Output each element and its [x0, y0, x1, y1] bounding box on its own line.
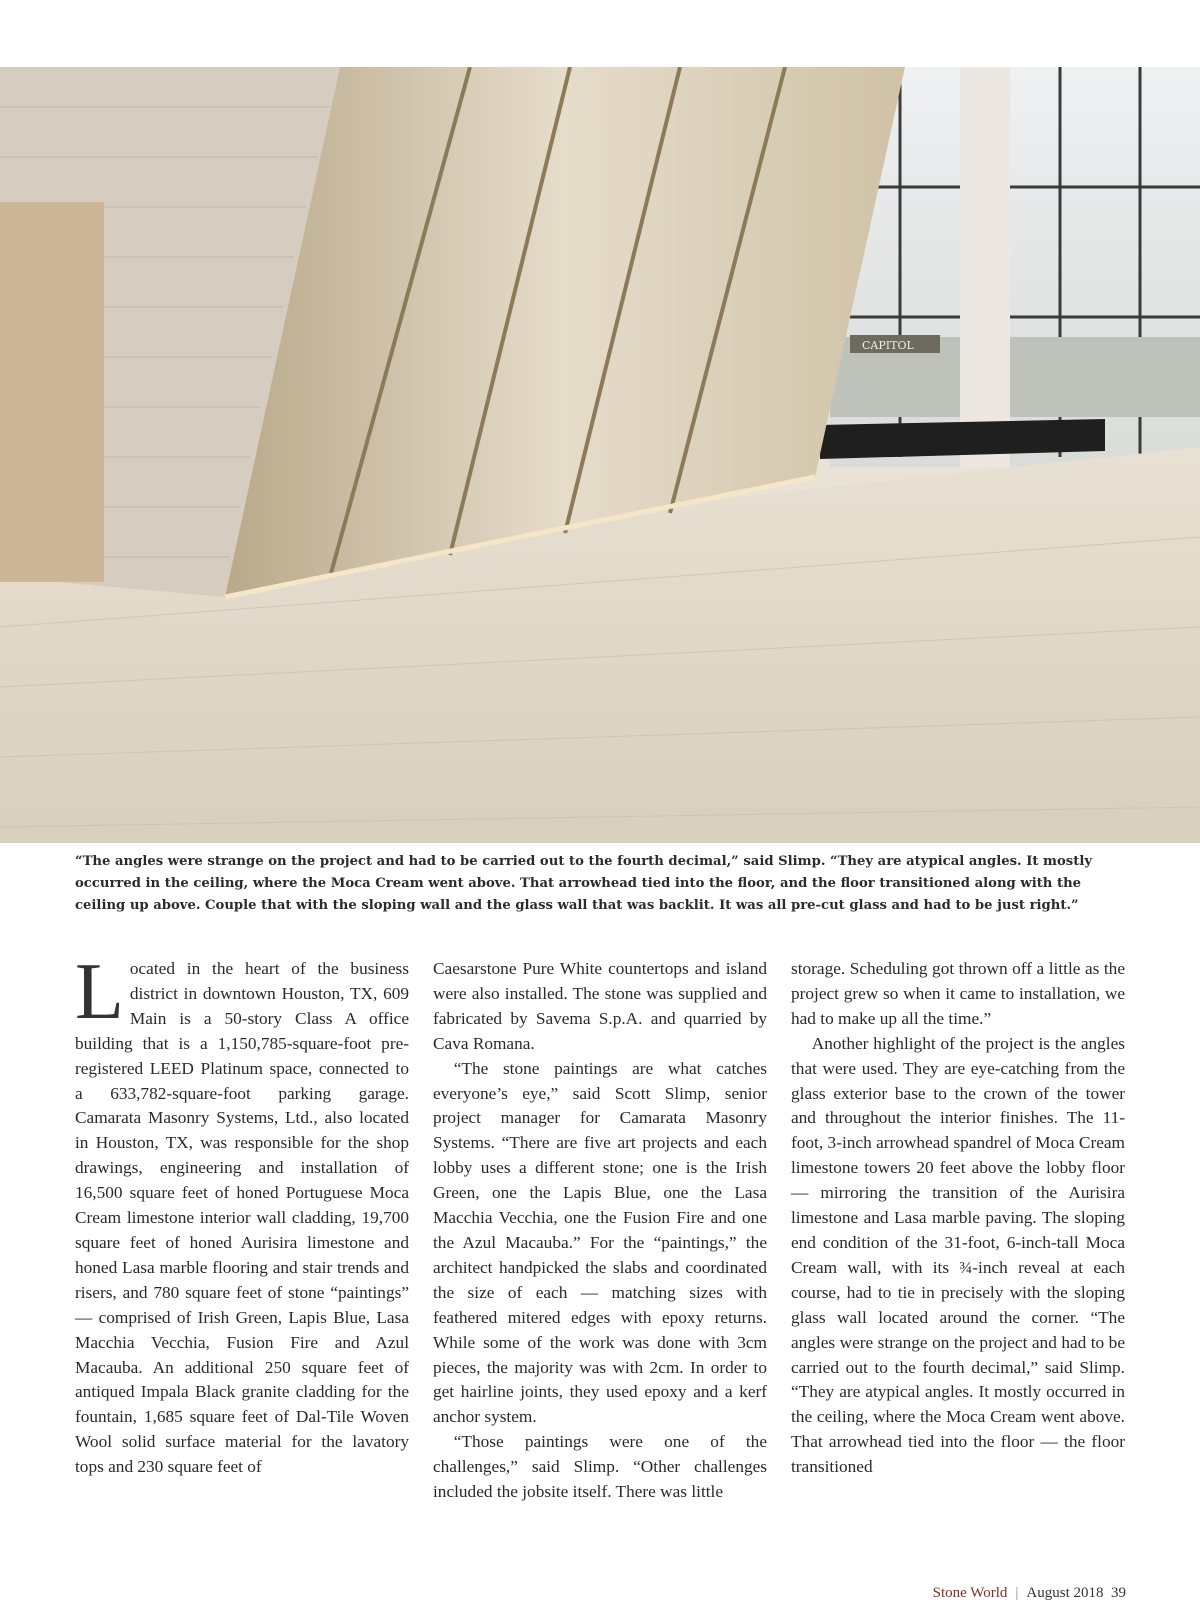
article-paragraph: ocated in the heart of the business district in downtown Houston, TX, 609 Main is a 50-story Class A office building that is a 1,150,785-square-foot pre-registered LEED Platinum space, connected to a 633,782-square-foot parking garage. Camarata Masonry Systems, Ltd., also located in Houston, TX, was responsible for the shop drawings, engineering and installation of 16,500 square feet of honed Portuguese Moca Cream limestone interior wall cladding, 19,700 square feet of honed Aurisira limestone and honed Lasa marble flooring and stair trends and risers, and 780 square feet of stone “paintings” — comprised of Irish Green, Lapis Blue, Lasa Macchia Vecchia, Fusion Fire and Azul Macauba. An additional 250 square feet of antiqued Impala Black granite cladding for the fountain, 1,685 square feet of Dal-Tile Woven Wool solid surface material for the lavatory tops and 230 square feet of — [75, 959, 409, 1477]
lobby-photo — [0, 67, 1200, 843]
article-paragraph: storage. Scheduling got thrown off a little as the project grew so when it came to installation, we had to make up all the time.” — [791, 959, 1125, 1028]
publication-name: Stone World — [932, 1585, 1008, 1601]
column — [960, 67, 1010, 467]
lobby-illustration — [0, 67, 1200, 843]
article-column-3 — [791, 957, 1125, 1480]
article-paragraph: Another highlight of the project is the angles that were used. They are eye-catching from the glass exterior base to the crown of the tower and throughout the interior finishes. The 11-foot, 3-inch arrowhead spandrel of Moca Cream limestone towers 20 feet above the lobby floor — mirroring the transition of the Aurisira limestone and Lasa marble paving. The sloping end condition of the 31-foot, 6-inch-tall Moca Cream wall, with its ¾-inch reveal at each course, had to tie in precisely with the sloping glass wall located around the corner. “The angles were strange on the project and had to be carried out to the fourth decimal,” said Slimp. “They are atypical angles. It mostly occurred in the ceiling, where the Moca Cream went above. That arrowhead tied into the floor — the floor transitioned — [791, 1033, 1125, 1477]
article-column-2 — [433, 957, 767, 1505]
article-column-1 — [75, 948, 409, 1480]
issue-date: August 2018 — [1026, 1585, 1104, 1601]
photo-caption: “The angles were strange on the project and had to be carried out to the fourth decimal,” said Slimp. “They are atypical angles. It mostly occurred in the ceiling, where the Moca Cream went above. That arrowhead tied into the floor, and the floor transitioned along with the ceiling up above. Couple that with the sloping wall and the glass wall that was backlit. It was all pre-cut glass and had to be just right.” — [75, 854, 1092, 913]
footer-separator: | — [1015, 1585, 1019, 1601]
page-number: 39 — [1111, 1585, 1126, 1601]
capitol-sign-text: CAPITOL — [862, 339, 914, 352]
article-paragraph: “The stone paintings are what catches everyone’s eye,” said Scott Slimp, senior project manager for Camarata Masonry Systems. “There are five art projects and each lobby uses a different stone; one is the Irish Green, one the Lapis Blue, one the Lasa Macchia Vecchia, one the Fusion Fire and one the Azul Macauba.” For the “paintings,” the architect handpicked the slabs and coordinated the size of each — matching sizes with feathered mitered edges with epoxy returns. While some of the work was done with 3cm pieces, the majority was with 2cm. In order to get hairline joints, they used epoxy and a kerf anchor system. — [433, 1058, 767, 1427]
article-paragraph: “Those paintings were one of the challenges,” said Slimp. “Other challenges included the jobsite itself. There was little — [433, 1432, 767, 1502]
doorway — [0, 202, 104, 582]
page-footer — [933, 1585, 1126, 1602]
article-paragraph: Caesarstone Pure White countertops and island were also installed. The stone was supplied and fabricated by Savema S.p.A. and quarried by Cava Romana. — [433, 959, 767, 1053]
drop-cap: L — [75, 948, 124, 1036]
